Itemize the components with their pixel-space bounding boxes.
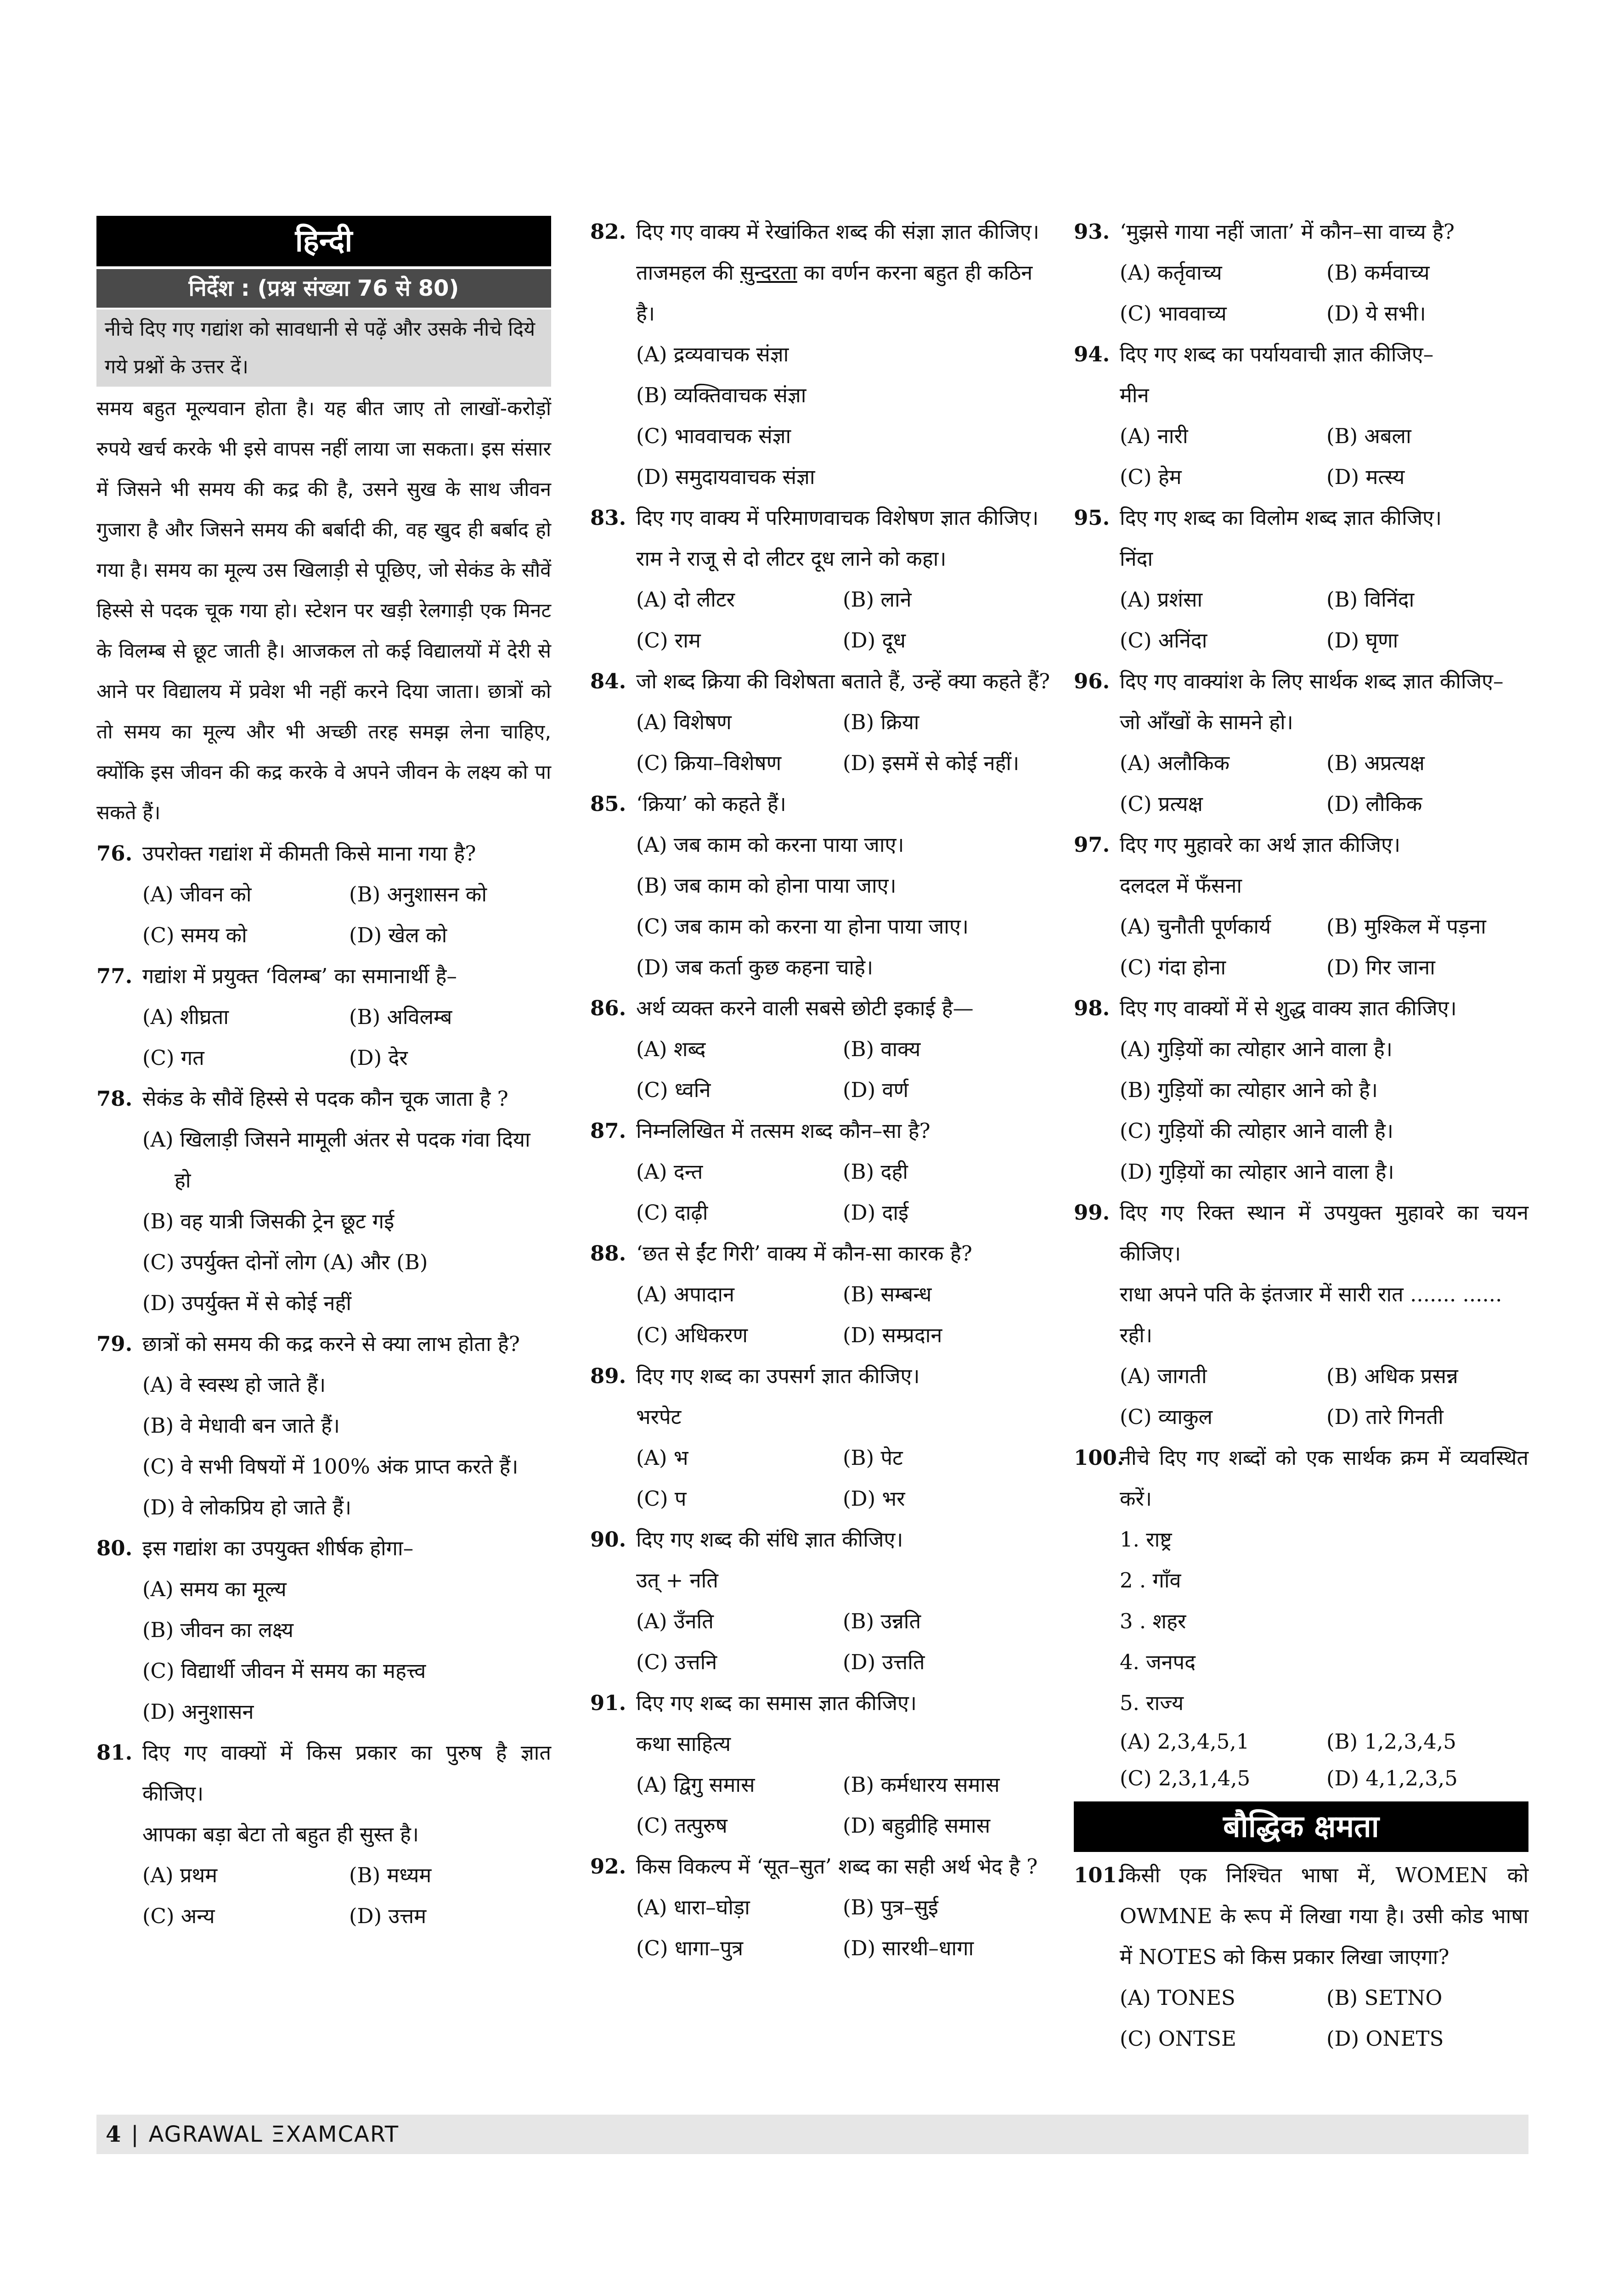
options xyxy=(1074,416,1528,497)
option-c[interactable]: (C) अनिंदा xyxy=(1120,628,1207,653)
option-d[interactable]: (D) तारे गिनती xyxy=(1326,1405,1444,1429)
option-d[interactable]: (D) गुड़ियों का त्योहार आने वाला है। xyxy=(1120,1159,1394,1184)
question-91 xyxy=(590,1683,1052,1846)
question-text: इस गद्यांश का उपयुक्त शीर्षक होगा– xyxy=(142,1536,414,1560)
option-a[interactable]: (A) नारी xyxy=(1120,424,1188,448)
question-77 xyxy=(96,956,551,1078)
options xyxy=(96,1855,551,1936)
option-a[interactable]: (A) शीघ्रता xyxy=(142,1005,229,1029)
question-96 xyxy=(1074,661,1528,824)
options xyxy=(590,579,1052,661)
word-list-item: 2 . गाँव xyxy=(1120,1568,1181,1593)
option-d[interactable]: (D) अनुशासन xyxy=(142,1699,254,1724)
option-c[interactable]: (C) उत्तनि xyxy=(636,1650,717,1674)
question-number: 92. xyxy=(590,1854,626,1879)
option-b[interactable]: (B) अविलम्ब xyxy=(349,1005,452,1029)
question-text: किसी एक निश्चित भाषा में, WOMEN को OWMNE के रूप में लिखा गया है। उसी कोड भाषा में NOTES को किस प्रकार लिखा जाएगा? xyxy=(1120,1863,1528,1969)
options xyxy=(590,824,1052,988)
question-text: दिए गए वाक्य में रेखांकित शब्द की संज्ञा ज्ञात कीजिए। xyxy=(636,219,1039,244)
option-c[interactable]: (C) प्रत्यक्ष xyxy=(1120,792,1203,816)
option-d[interactable]: (D) सम्प्रदान xyxy=(843,1323,942,1347)
option-a[interactable]: (A) समय का मूल्य xyxy=(142,1577,287,1601)
option-d[interactable]: (D) सारथी–धागा xyxy=(843,1936,974,1960)
options xyxy=(96,996,551,1078)
options xyxy=(1074,252,1528,334)
option-c[interactable]: (C) वे सभी विषयों में 100% अंक प्राप्त करते हैं। xyxy=(142,1454,519,1479)
question-86 xyxy=(590,988,1052,1110)
question-text: दिए गए शब्द का समास ज्ञात कीजिए। xyxy=(636,1691,917,1715)
question-85 xyxy=(590,783,1052,988)
option-a[interactable]: (A) उँनति xyxy=(636,1609,714,1633)
question-sentence: ताजमहल की सुन्दरता का वर्णन करना बहुत ही कठिन है। xyxy=(636,260,1033,326)
option-a[interactable]: (A) चुनौती पूर्णकार्य xyxy=(1120,914,1271,939)
section-title-reasoning: बौद्धिक क्षमता xyxy=(1074,1801,1528,1852)
options xyxy=(590,702,1052,783)
option-d[interactable]: (D) जब कर्ता कुछ कहना चाहे। xyxy=(636,955,874,979)
options xyxy=(590,1274,1052,1356)
options xyxy=(1074,906,1528,988)
question-82 xyxy=(590,211,1052,497)
page-footer xyxy=(96,2115,1528,2154)
question-number: 79. xyxy=(96,1332,133,1356)
option-c[interactable]: (C) प xyxy=(636,1486,687,1511)
question-text: नीचे दिए गए शब्दों को एक सार्थक क्रम में व्यवस्थित करें। xyxy=(1120,1446,1528,1511)
option-a[interactable]: (A) विशेषण xyxy=(636,710,732,734)
question-number: 80. xyxy=(96,1536,133,1560)
question-92 xyxy=(590,1846,1052,1969)
footer-separator: | xyxy=(131,2122,139,2147)
option-b[interactable]: (B) लाने xyxy=(843,587,912,612)
options xyxy=(590,334,1052,497)
option-d[interactable]: (D) उत्तति xyxy=(843,1650,925,1674)
option-d[interactable]: (D) ONETS xyxy=(1326,2026,1444,2051)
question-88 xyxy=(590,1233,1052,1356)
question-number: 86. xyxy=(590,996,626,1020)
direction-title: निर्देश : (प्रश्न संख्या 76 से 80) xyxy=(96,269,551,308)
option-b[interactable]: (B) पेट xyxy=(843,1446,903,1470)
question-80 xyxy=(96,1528,551,1732)
option-a[interactable]: (A) खिलाड़ी जिसने मामूली अंतर से पदक गंवा दिया हो xyxy=(142,1127,530,1193)
question-word: भरपेट xyxy=(636,1405,682,1429)
question-number: 83. xyxy=(590,506,626,530)
option-c[interactable]: (C) व्याकुल xyxy=(1120,1405,1213,1429)
question-sentence: आपका बड़ा बेटा तो बहुत ही सुस्त है। xyxy=(142,1822,419,1846)
options xyxy=(590,1887,1052,1969)
option-d[interactable]: (D) लौकिक xyxy=(1326,792,1422,816)
option-b[interactable]: (B) अबला xyxy=(1326,424,1411,448)
option-b[interactable]: (B) पुत्र–सुई xyxy=(843,1895,938,1919)
question-text: अर्थ व्यक्त करने वाली सबसे छोटी इकाई है— xyxy=(636,996,974,1020)
question-79 xyxy=(96,1323,551,1528)
question-number: 76. xyxy=(96,841,133,866)
option-a[interactable]: (A) गुड़ियों का त्योहार आने वाला है। xyxy=(1120,1037,1393,1061)
option-b[interactable]: (B) जब काम को होना पाया जाए। xyxy=(636,873,897,898)
question-97 xyxy=(1074,824,1528,988)
question-text: किस विकल्प में ‘सूत–सुत’ शब्द का सही अर्थ भेद है ? xyxy=(636,1854,1038,1879)
column-1 xyxy=(96,211,551,1936)
question-83 xyxy=(590,497,1052,661)
options xyxy=(1074,1723,1528,1797)
option-a[interactable]: (A) वे स्वस्थ हो जाते हैं। xyxy=(142,1373,326,1397)
option-b[interactable]: (B) कर्मधारय समास xyxy=(843,1773,1000,1797)
option-b[interactable]: (B) विनिंदा xyxy=(1326,587,1415,612)
option-c[interactable]: (C) जब काम को करना या होना पाया जाए। xyxy=(636,914,969,939)
option-a[interactable]: (A) TONES xyxy=(1120,1986,1235,2010)
question-text: दिए गए वाक्यों में किस प्रकार का पुरुष है ज्ञात कीजिए। xyxy=(142,1740,551,1806)
question-word: कथा साहित्य xyxy=(636,1732,731,1756)
question-94 xyxy=(1074,334,1528,497)
option-a[interactable]: (A) जीवन को xyxy=(142,882,252,906)
option-b[interactable]: (B) SETNO xyxy=(1326,1986,1443,2010)
option-d[interactable]: (D) उपर्युक्त में से कोई नहीं xyxy=(142,1291,351,1315)
column-3 xyxy=(1074,211,1528,2059)
option-c[interactable]: (C) तत्पुरुष xyxy=(636,1813,727,1838)
option-c[interactable]: (C) 2,3,1,4,5 xyxy=(1120,1766,1251,1790)
option-c[interactable]: (C) गत xyxy=(142,1046,204,1070)
question-text: ‘मुझसे गाया नहीं जाता’ में कौन–सा वाच्य है? xyxy=(1120,219,1455,244)
option-d[interactable]: (D) उत्तम xyxy=(349,1904,427,1928)
options xyxy=(1074,579,1528,661)
option-b[interactable]: (B) अधिक प्रसन्न xyxy=(1326,1364,1458,1388)
question-text: दिए गए वाक्यों में से शुद्ध वाक्य ज्ञात कीजिए। xyxy=(1120,996,1457,1020)
option-a[interactable]: (A) जब काम को करना पाया जाए। xyxy=(636,833,904,857)
question-text: दिए गए शब्द का उपसर्ग ज्ञात कीजिए। xyxy=(636,1364,920,1388)
options xyxy=(590,1601,1052,1683)
question-78 xyxy=(96,1078,551,1323)
question-text: जो शब्द क्रिया की विशेषता बताते हैं, उन्हें क्या कहते हैं? xyxy=(636,669,1050,693)
question-101 xyxy=(1074,1855,1528,2059)
options xyxy=(590,1437,1052,1519)
question-text: छात्रों को समय की कद्र करने से क्या लाभ होता है? xyxy=(142,1332,520,1356)
question-number: 82. xyxy=(590,219,626,244)
option-d[interactable]: (D) बहुव्रीहि समास xyxy=(843,1813,991,1838)
question-number: 91. xyxy=(590,1691,626,1715)
brand-logo: AGRAWAL ΞXAMCART xyxy=(148,2122,400,2147)
option-b[interactable]: (B) व्यक्तिवाचक संज्ञा xyxy=(636,383,806,407)
question-100 xyxy=(1074,1437,1528,1797)
options xyxy=(1074,1356,1528,1437)
options xyxy=(96,1364,551,1528)
question-text: सेकंड के सौवें हिस्से से पदक कौन चूक जाता है ? xyxy=(142,1086,508,1111)
option-c[interactable]: (C) अधिकरण xyxy=(636,1323,748,1347)
option-a[interactable]: (A) द्रव्यवाचक संज्ञा xyxy=(636,342,789,366)
option-b[interactable]: (B) अप्रत्यक्ष xyxy=(1326,751,1425,775)
option-a[interactable]: (A) दन्त xyxy=(636,1159,703,1184)
option-c[interactable]: (C) विद्यार्थी जीवन में समय का महत्त्व xyxy=(142,1659,426,1683)
word-list-item: 4. जनपद xyxy=(1120,1650,1196,1674)
question-number: 85. xyxy=(590,792,626,816)
option-b[interactable]: (B) वह यात्री जिसकी ट्रेन छूट गई xyxy=(142,1209,395,1233)
option-d[interactable]: (D) इसमें से कोई नहीं। xyxy=(843,751,1020,775)
underlined-word: सुन्दरता xyxy=(740,260,797,285)
option-a[interactable]: (A) द्विगु समास xyxy=(636,1773,755,1797)
question-89 xyxy=(590,1356,1052,1519)
option-d[interactable]: (D) दाई xyxy=(843,1200,909,1225)
options xyxy=(590,1764,1052,1846)
word-list-item: 5. राज्य xyxy=(1120,1691,1184,1715)
option-b[interactable]: (B) वे मेधावी बन जाते हैं। xyxy=(142,1413,340,1438)
option-b[interactable]: (B) कर्मवाच्य xyxy=(1326,260,1430,285)
option-c[interactable]: (C) क्रिया–विशेषण xyxy=(636,751,782,775)
option-d[interactable]: (D) खेल को xyxy=(349,923,447,947)
question-99 xyxy=(1074,1192,1528,1437)
question-81 xyxy=(96,1732,551,1936)
question-sentence: राधा अपने पति के इंतजार में सारी रात ....... ...... रही। xyxy=(1120,1282,1502,1347)
question-text: दिए गए रिक्त स्थान में उपयुक्त मुहावरे का चयन कीजिए। xyxy=(1120,1200,1528,1266)
option-a[interactable]: (A) 2,3,4,5,1 xyxy=(1120,1729,1250,1754)
option-c[interactable]: (C) ONTSE xyxy=(1120,2026,1236,2051)
option-c[interactable]: (C) उपर्युक्त दोनों लोग (A) और (B) xyxy=(142,1250,428,1274)
options xyxy=(590,1029,1052,1110)
option-a[interactable]: (A) धारा–घोड़ा xyxy=(636,1895,750,1919)
option-d[interactable]: (D) भर xyxy=(843,1486,905,1511)
passage: समय बहुत मूल्यवान होता है। यह बीत जाए तो लाखों-करोड़ों रुपये खर्च करके भी इसे वापस नहीं लाया जा सकता। इस संसार में जिसने भी समय की कद्र की है, उसने सुख के साथ जीवन गुजारा है और जिसने समय की बर्बादी की, वह खुद ही बर्बाद हो गया है। समय का मूल्य उस खिलाड़ी से पूछिए, जो सेकंड के सौवें हिस्से से पदक चूक गया हो। स्टेशन पर खड़ी रेलगाड़ी एक मिनट के विलम्ब से छूट जाती है। आजकल तो कई विद्यालयों में देरी से आने पर विद्यालय में प्रवेश भी नहीं करने दिया जाता। छात्रों को तो समय का मूल्य और भी अच्छी तरह समझ लेना चाहिए, क्योंकि इस जीवन की कद्र करके वे अपने जीवन के लक्ष्य को पा सकते हैं। xyxy=(96,397,551,824)
options xyxy=(1074,743,1528,824)
question-95 xyxy=(1074,497,1528,661)
option-c[interactable]: (C) धागा–पुत्र xyxy=(636,1936,744,1960)
question-text: निम्नलिखित में तत्सम शब्द कौन–सा है? xyxy=(636,1119,930,1143)
question-text: दिए गए वाक्यांश के लिए सार्थक शब्द ज्ञात कीजिए– xyxy=(1120,669,1504,693)
option-c[interactable]: (C) भाववाच्य xyxy=(1120,301,1227,326)
question-text: दिए गए मुहावरे का अर्थ ज्ञात कीजिए। xyxy=(1120,833,1401,857)
question-text: ‘छत से ईंट गिरी’ वाक्य में कौन-सा कारक है? xyxy=(636,1241,972,1266)
option-a[interactable]: (A) प्रशंसा xyxy=(1120,587,1203,612)
options xyxy=(96,1569,551,1732)
question-number: 77. xyxy=(96,964,133,988)
option-b[interactable]: (B) क्रिया xyxy=(843,710,919,734)
option-b[interactable]: (B) दही xyxy=(843,1159,908,1184)
question-number: 90. xyxy=(590,1527,626,1552)
option-c[interactable]: (C) गुड़ियों की त्योहार आने वाली है। xyxy=(1120,1119,1393,1143)
option-a[interactable]: (A) कर्तृवाच्य xyxy=(1120,260,1222,285)
option-a[interactable]: (A) प्रथम xyxy=(142,1863,218,1887)
question-text: गद्यांश में प्रयुक्त ‘विलम्ब’ का समानार्थी है– xyxy=(142,964,457,988)
option-d[interactable]: (D) घृणा xyxy=(1326,628,1398,653)
question-number: 94. xyxy=(1074,342,1110,366)
option-d[interactable]: (D) गिर जाना xyxy=(1326,955,1435,979)
page-number: 4 xyxy=(106,2122,121,2147)
options xyxy=(1074,1029,1528,1192)
question-word: मीन xyxy=(1120,383,1149,407)
question-number: 89. xyxy=(590,1364,626,1388)
question-word: उत् + नति xyxy=(636,1568,718,1593)
question-number: 96. xyxy=(1074,669,1110,693)
options xyxy=(590,1151,1052,1233)
option-d[interactable]: (D) वे लोकप्रिय हो जाते हैं। xyxy=(142,1495,352,1519)
option-b[interactable]: (B) 1,2,3,4,5 xyxy=(1326,1729,1456,1754)
option-c[interactable]: (C) भाववाचक संज्ञा xyxy=(636,424,791,448)
option-b[interactable]: (B) सम्बन्ध xyxy=(843,1282,932,1306)
question-number: 97. xyxy=(1074,833,1110,857)
word-list-item: 1. राष्ट्र xyxy=(1120,1527,1172,1552)
option-d[interactable]: (D) मत्स्य xyxy=(1326,465,1405,489)
question-number: 87. xyxy=(590,1119,626,1143)
option-d[interactable]: (D) ये सभी। xyxy=(1326,301,1426,326)
word-list xyxy=(1074,1519,1528,1723)
options xyxy=(96,1119,551,1323)
question-number: 101. xyxy=(1074,1863,1124,1887)
section-title-hindi: हिन्दी xyxy=(96,216,551,266)
question-number: 84. xyxy=(590,669,626,693)
question-number: 100. xyxy=(1074,1446,1124,1470)
option-d[interactable]: (D) वर्ण xyxy=(843,1078,909,1102)
option-a[interactable]: (A) अलौकिक xyxy=(1120,751,1230,775)
option-a[interactable]: (A) शब्द xyxy=(636,1037,706,1061)
option-d[interactable]: (D) 4,1,2,3,5 xyxy=(1326,1766,1458,1790)
options xyxy=(1074,1977,1528,2059)
option-d[interactable]: (D) समुदायवाचक संज्ञा xyxy=(636,465,815,489)
question-number: 78. xyxy=(96,1086,133,1111)
question-number: 88. xyxy=(590,1241,626,1266)
option-b[interactable]: (B) गुड़ियों का त्योहार आने को है। xyxy=(1120,1078,1378,1102)
question-text: ‘क्रिया’ को कहते हैं। xyxy=(636,792,786,816)
question-76 xyxy=(96,833,551,956)
option-d[interactable]: (D) दूध xyxy=(843,628,906,653)
option-c[interactable]: (C) समय को xyxy=(142,923,247,947)
question-93 xyxy=(1074,211,1528,334)
question-87 xyxy=(590,1110,1052,1233)
word-list-item: 3 . शहर xyxy=(1120,1609,1186,1633)
option-c[interactable]: (C) ध्वनि xyxy=(636,1078,711,1102)
option-b[interactable]: (B) उन्नति xyxy=(843,1609,921,1633)
option-d[interactable]: (D) देर xyxy=(349,1046,408,1070)
question-text: दिए गए शब्द का विलोम शब्द ज्ञात कीजिए। xyxy=(1120,506,1442,530)
question-84 xyxy=(590,661,1052,783)
column-2 xyxy=(590,211,1052,1969)
option-b[interactable]: (B) मध्यम xyxy=(349,1863,432,1887)
option-c[interactable]: (C) दाढ़ी xyxy=(636,1200,708,1225)
question-text: दिए गए वाक्य में परिमाणवाचक विशेषण ज्ञात कीजिए। xyxy=(636,506,1039,530)
question-number: 99. xyxy=(1074,1200,1110,1225)
option-a[interactable]: (A) अपादान xyxy=(636,1282,735,1306)
question-text: दिए गए शब्द की संधि ज्ञात कीजिए। xyxy=(636,1527,903,1552)
options xyxy=(96,874,551,956)
option-c[interactable]: (C) गंदा होना xyxy=(1120,955,1226,979)
option-a[interactable]: (A) जागती xyxy=(1120,1364,1207,1388)
question-text: दिए गए शब्द का पर्यायवाची ज्ञात कीजिए– xyxy=(1120,342,1434,366)
question-number: 98. xyxy=(1074,996,1110,1020)
option-c[interactable]: (C) अन्य xyxy=(142,1904,215,1928)
option-b[interactable]: (B) अनुशासन को xyxy=(349,882,487,906)
question-phrase: जो आँखों के सामने हो। xyxy=(1120,710,1293,734)
question-word: निंदा xyxy=(1120,546,1153,571)
question-idiom: दलदल में फँसना xyxy=(1120,873,1242,898)
question-number: 95. xyxy=(1074,506,1110,530)
option-a[interactable]: (A) भ xyxy=(636,1446,688,1470)
option-c[interactable]: (C) हेम xyxy=(1120,465,1182,489)
option-b[interactable]: (B) वाक्य xyxy=(843,1037,921,1061)
option-c[interactable]: (C) राम xyxy=(636,628,701,653)
question-sentence: राम ने राजू से दो लीटर दूध लाने को कहा। xyxy=(636,546,947,571)
option-b[interactable]: (B) जीवन का लक्ष्य xyxy=(142,1618,293,1642)
direction-text: नीचे दिए गए गद्यांश को सावधानी से पढ़ें और उसके नीचे दिये गये प्रश्नों के उत्तर दें। xyxy=(96,310,551,387)
question-text: उपरोक्त गद्यांश में कीमती किसे माना गया है? xyxy=(142,841,476,866)
option-a[interactable]: (A) दो लीटर xyxy=(636,587,735,612)
question-number: 93. xyxy=(1074,219,1110,244)
option-b[interactable]: (B) मुश्किल में पड़ना xyxy=(1326,914,1486,939)
question-90 xyxy=(590,1519,1052,1683)
question-98 xyxy=(1074,988,1528,1192)
question-number: 81. xyxy=(96,1740,133,1765)
